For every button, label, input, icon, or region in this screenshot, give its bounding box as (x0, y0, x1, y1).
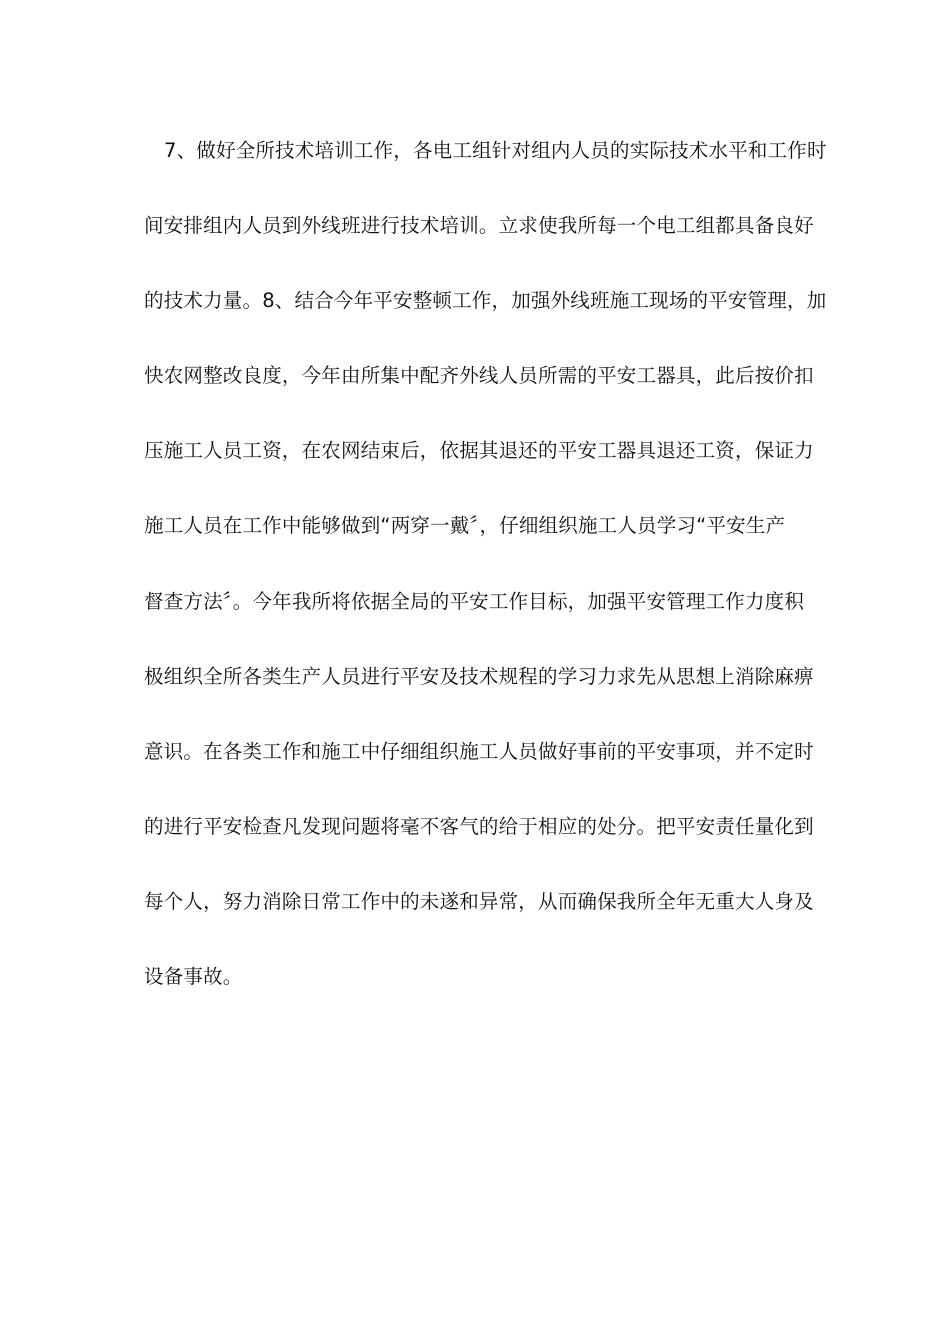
paragraph-line-9: 意识。在各类工作和施工中仔细组织施工人员做好事前的平安事项，并不定时 (144, 739, 814, 763)
paragraph-line-5: 压施工人员工资，在农网结束后，依据其退还的平安工器具退还工资，保证力 (144, 439, 814, 463)
body-paragraph (144, 132, 827, 1033)
paragraph-line-3: 的技术力量。8、结合今年平安整顿工作，加强外线班施工现场的平安管理，加 (144, 289, 827, 313)
paragraph-line-8: 极组织全所各类生产人员进行平安及技术规程的学习力求先从思想上消除麻痹 (144, 664, 814, 688)
paragraph-line-7: 督查方法〞。今年我所将依据全局的平安工作目标，加强平安管理工作力度积 (144, 589, 805, 613)
paragraph-line-11: 每个人，努力消除日常工作中的未遂和异常，从而确保我所全年无重大人身及 (144, 889, 814, 913)
paragraph-line-6: 施工人员在工作中能够做到“两穿一戴〞，仔细组织施工人员学习“平安生产 (144, 514, 786, 538)
paragraph-line-4: 快农网整改良度，今年由所集中配齐外线人员所需的平安工器具，此后按价扣 (144, 364, 814, 388)
paragraph-line-12: 设备事故。 (144, 965, 243, 989)
paragraph-line-1: 7、做好全所技术培训工作，各电工组针对组内人员的实际技术水平和工作时 (164, 139, 827, 162)
paragraph-line-10: 的进行平安检查凡发现问题将毫不客气的给于相应的处分。把平安责任量化到 (144, 814, 814, 838)
paragraph-line-2: 间安排组内人员到外线班进行技术培训。立求使我所每一个电工组都具备良好 (144, 214, 814, 238)
